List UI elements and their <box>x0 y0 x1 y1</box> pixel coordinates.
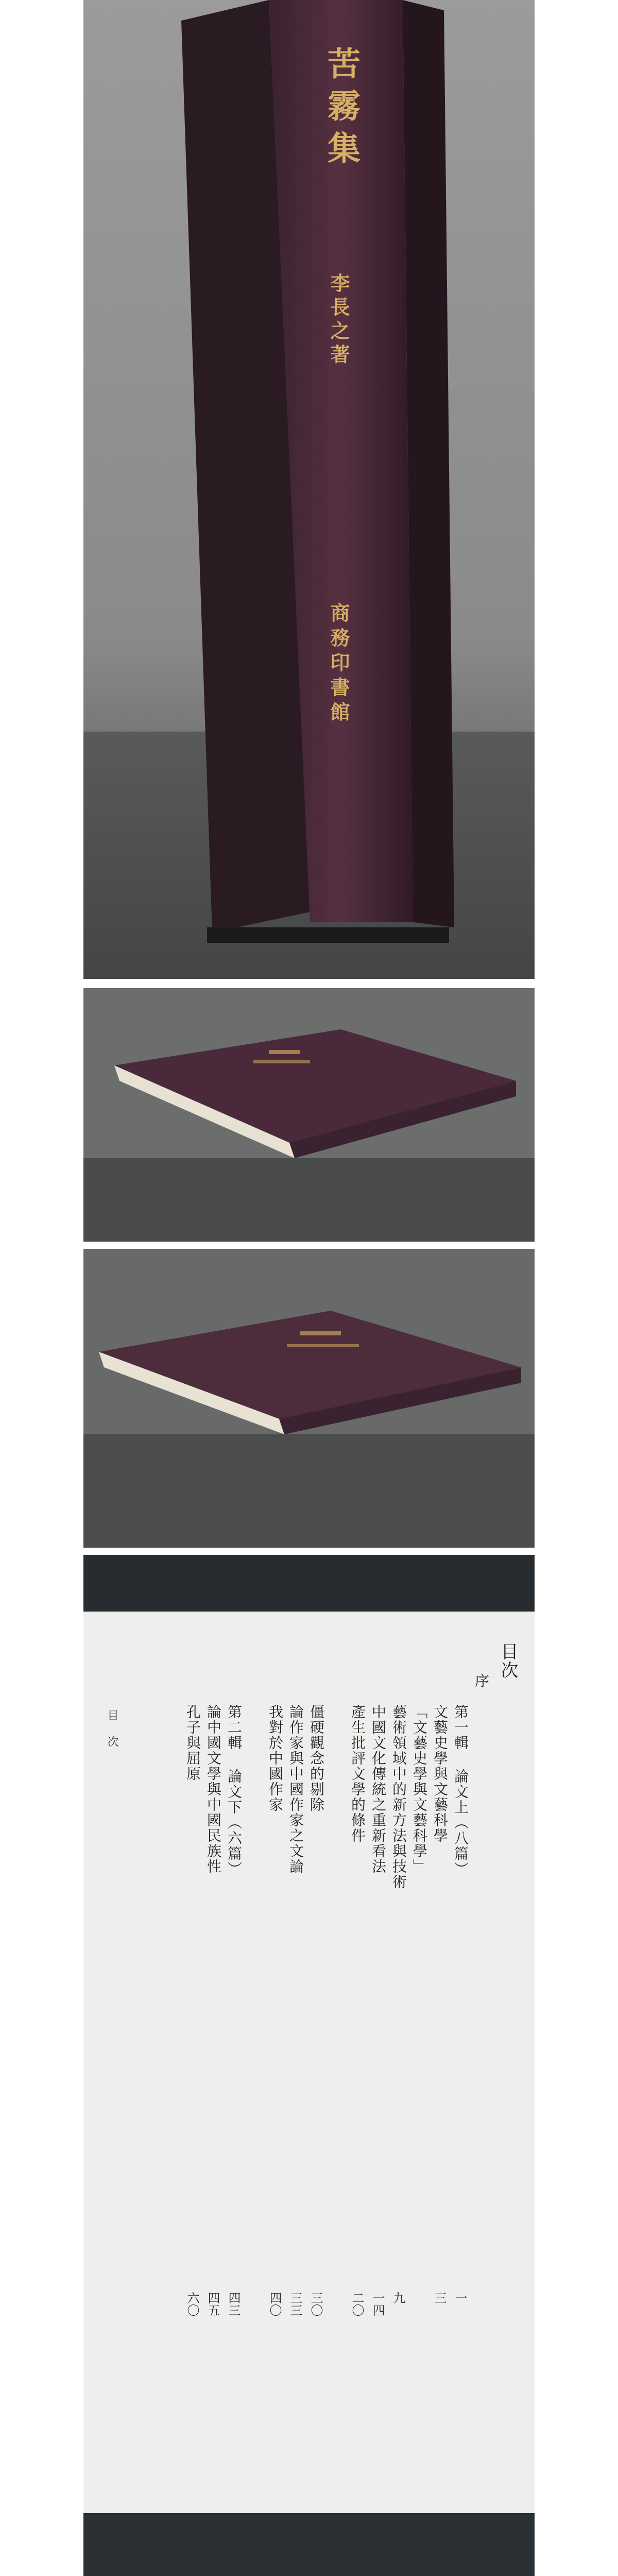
toc-entry: 中國文化傳統之重新看法 <box>370 1704 387 1874</box>
toc-entry: 「文藝史學與文藝科學」 <box>411 1704 428 1874</box>
toc-entry: 藝術領域中的新方法與技術 <box>390 1704 407 1890</box>
toc-page-number: 四三 <box>226 2292 241 2316</box>
toc-page-number: 三〇 <box>308 2292 323 2316</box>
toc-page-number: 一四 <box>370 2292 385 2316</box>
toc-photo <box>83 1555 535 2576</box>
toc-page-number: 二〇 <box>350 2292 364 2316</box>
toc-page-number: 三 <box>432 2292 447 2304</box>
spine-title: 苦霧集 <box>322 46 360 173</box>
book-lying-scene-1 <box>83 988 535 1242</box>
spine-author: 李長之著 <box>327 273 350 368</box>
toc-entry: 論作家與中國作家之文論 <box>287 1704 304 1874</box>
toc-entry: 僵硬觀念的剔除 <box>308 1704 325 1812</box>
toc-entry: 第一輯 論文上（八篇） <box>452 1704 469 1877</box>
toc-footer-mark: 目 次 <box>106 1709 118 1748</box>
toc-entry: 孔子與屈原 <box>184 1704 201 1782</box>
book-lying-photo-2 <box>83 1249 535 1548</box>
toc-preface: 序 <box>473 1673 490 1689</box>
toc-page-number: 三三 <box>288 2292 302 2316</box>
spine-photo <box>83 0 535 979</box>
spine-photo-scene <box>83 0 535 979</box>
toc-page-number: 四〇 <box>267 2292 282 2316</box>
book-lying-photo-1 <box>83 988 535 1242</box>
toc-page-number: 九 <box>391 2292 405 2304</box>
book-lying-scene-2 <box>83 1249 535 1548</box>
toc-entry: 第二輯 論文下（六篇） <box>226 1704 243 1877</box>
toc-entry: 文藝史學與文藝科學 <box>432 1704 449 1843</box>
toc-page-number: 一 <box>453 2292 467 2304</box>
toc-entry: 我對於中國作家 <box>267 1704 284 1812</box>
toc-page-number: 六〇 <box>185 2292 199 2316</box>
toc-entry: 論中國文學與中國民族性 <box>205 1704 222 1874</box>
toc-entry: 產生批評文學的條件 <box>349 1704 366 1843</box>
toc-page-number: 四五 <box>205 2292 220 2316</box>
toc-heading: 目次 <box>497 1642 518 1680</box>
spine-publisher: 商務印書館 <box>327 603 350 726</box>
